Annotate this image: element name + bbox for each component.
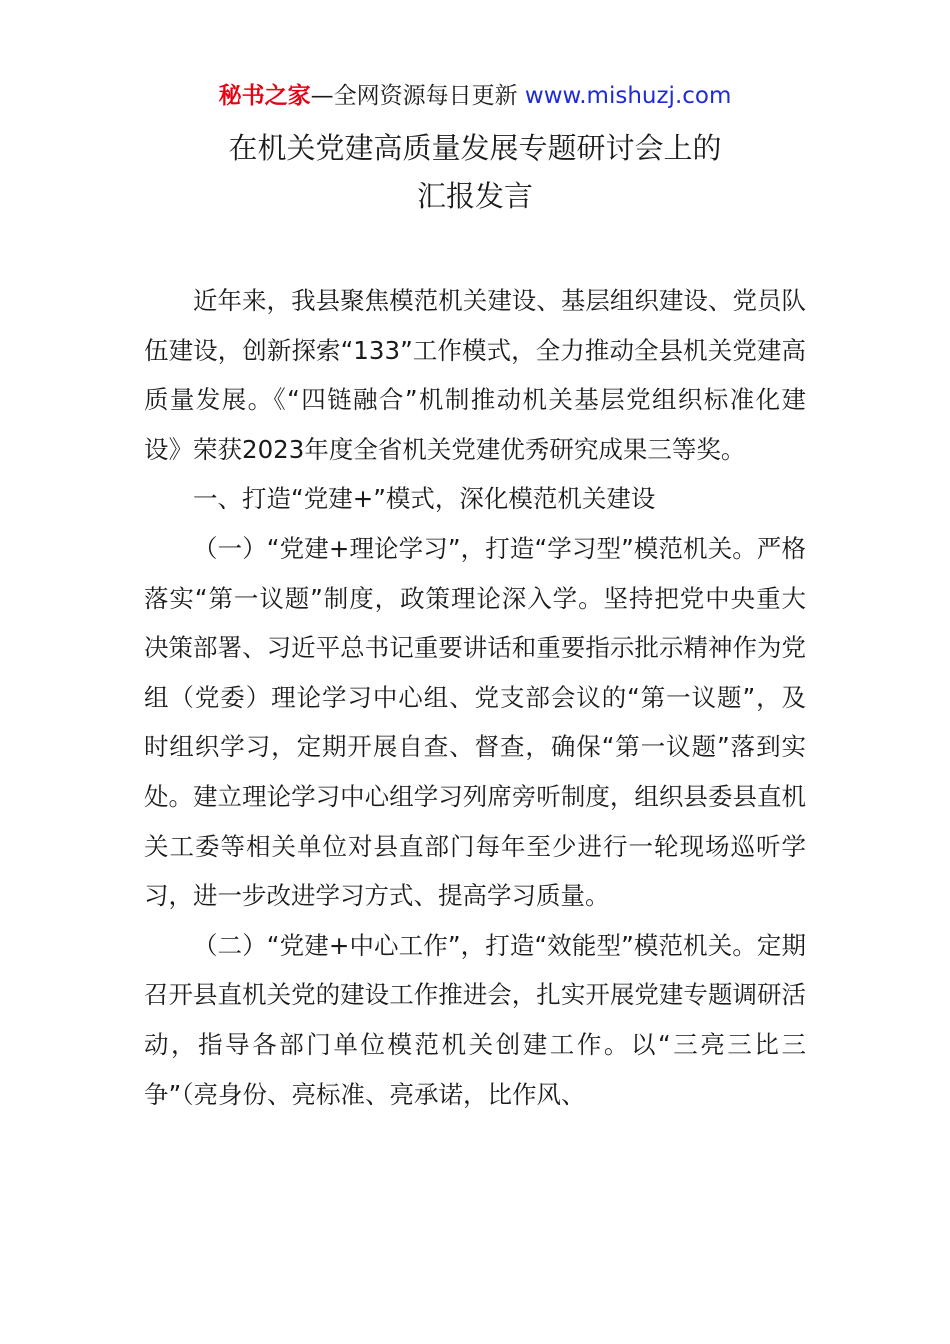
site-header [0,80,950,112]
site-url-link[interactable]: www.mishuzj.com [524,83,732,109]
document-title-line-1: 在机关党建高质量发展专题研讨会上的 [228,131,722,165]
subsection-paragraph-2: （二）“党建+中心工作”，打造“效能型”模范机关。定期召开县直机关党的建设工作推进会，扎实开展党建专题调研活动，指导各部门单位模范机关创建工作。以“三亮三比三争”（亮身份、亮标准、亮承诺，比作风、 [144,930,806,1109]
brand-name: 秘书之家 [218,83,311,109]
header-tagline: —全网资源每日更新 [310,83,525,109]
document-body [144,276,806,1119]
document-title-line-2: 汇报发言 [416,179,533,213]
subsection-paragraph-1: （一）“党建+理论学习”，打造“学习型”模范机关。严格落实“第一议题”制度，政策理论深入学。坚持把党中央重大决策部署、习近平总书记重要讲话和重要指示批示精神作为党组（党委）理论学习中心组、党支部会议的“第一议题”，及时组织学习，定期开展自查、督查，确保“第一议题”落到实处。建立理论学习中心组学习列席旁听制度，组织县委县直机关工委等相关单位对县直部门每年至少进行一轮现场巡听学习，进一步改进学习方式、提高学习质量。 [144,533,806,911]
intro-paragraph: 近年来，我县聚焦模范机关建设、基层组织建设、党员队伍建设，创新探索“133”工作模式，全力推动全县机关党建高质量发展。《“四链融合”机制推动机关基层党组织标准化建设》荣获2023年度全省机关党建优秀研究成果三等奖。 [144,286,806,464]
section-heading-1: 一、打造“党建+”模式，深化模范机关建设 [193,484,656,514]
